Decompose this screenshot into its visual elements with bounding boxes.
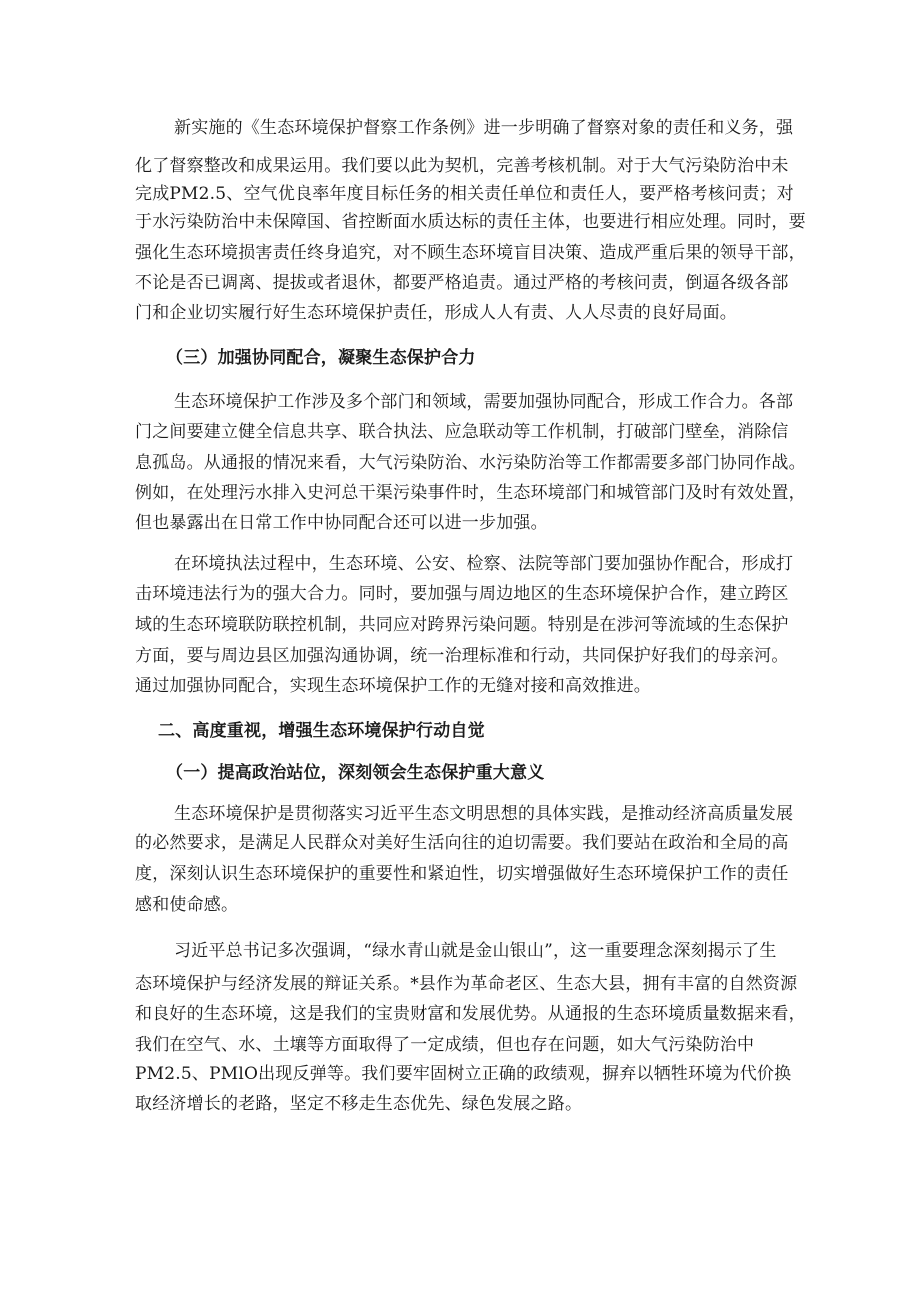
paragraph-line: 感和使命感。 [135, 895, 239, 915]
paragraph-line: 态环境保护与经济发展的辩证关系。*县作为革命老区、生态大县，拥有丰富的自然资源 [135, 974, 798, 994]
paragraph-line: 在环境执法过程中，生态环境、公安、检察、法院等部门要加强协作配合，形成打 [174, 554, 794, 574]
paragraph-line: 和良好的生态环境，这是我们的宝贵财富和发展优势。从通报的生态环境质量数据来看， [135, 1004, 806, 1024]
paragraph-line: 于水污染防治中未保障国、省控断面水质达标的责任主体，也要进行相应处理。同时，要 [135, 212, 806, 232]
paragraph-line: 强化生态环境损害责任终身追究，对不顾生态环境盲目决策、造成严重后果的领导干部， [135, 243, 806, 263]
paragraph-line: 化了督察整改和成果运用。我们要以此为契机，完善考核机制。对于大气污染防治中未 [135, 156, 789, 176]
paragraph-line: 度，深刻认识生态环境保护的重要性和紧迫性，切实增强做好生态环境保护工作的责任 [135, 864, 789, 884]
paragraph-line: 生态环境保护工作涉及多个部门和领域，需要加强协同配合，形成工作合力。各部 [174, 392, 794, 412]
paragraph-line: 方面，要与周边县区加强沟通协调，统一治理标准和行动，共同保护好我们的母亲河。 [135, 646, 789, 666]
paragraph-line: 不论是否已调离、提拔或者退休，都要严格追责。通过严格的考核问责，倒逼各级各部 [135, 273, 789, 293]
paragraph-line: 通过加强协同配合，实现生态环境保护工作的无缝对接和高效推进。 [135, 676, 651, 696]
paragraph-line: 例如，在处理污水排入史河总干渠污染事件时，生态环境部门和城管部门及时有效处置， [135, 483, 806, 503]
paragraph-line: 门和企业切实履行好生态环境保护责任，形成人人有责、人人尽责的良好局面。 [135, 303, 737, 323]
paragraph-line: 生态环境保护是贯彻落实习近平生态文明思想的具体实践，是推动经济高质量发展 [174, 804, 794, 824]
paragraph-line: PM2.5、PMlO出现反弹等。我们要牢固树立正确的政绩观，摒弃以牺牲环境为代价换 [135, 1064, 792, 1084]
paragraph-line: 我们在空气、水、土壤等方面取得了一定成绩，但也存在问题，如大气污染防治中 [135, 1035, 755, 1055]
section-heading: （一）提高政治站位，深刻领会生态保护重大意义 [166, 763, 545, 783]
paragraph-line: 息孤岛。从通报的情况来看，大气污染防治、水污染防治等工作都需要多部门协同作战。 [135, 453, 806, 473]
section-heading: （三）加强协同配合，凝聚生态保护合力 [166, 348, 476, 368]
paragraph-line: 门之间要建立健全信息共享、联合执法、应急联动等工作机制，打破部门壁垒，消除信 [135, 422, 789, 442]
paragraph-line: 域的生态环境联防联控机制，共同应对跨界污染问题。特别是在涉河等流域的生态保护 [135, 615, 789, 635]
paragraph-line: 新实施的《生态环境保护督察工作条例》进一步明确了督察对象的责任和义务，强 [174, 118, 794, 138]
paragraph-line: 习近平总书记多次强调，“绿水青山就是金山银山”，这一重要理念深刻揭示了生 [174, 941, 777, 961]
paragraph-line: 完成PM2.5、空气优良率年度目标任务的相关责任单位和责任人，要严格考核问责；对 [135, 184, 794, 204]
paragraph-line: 取经济增长的老路，坚定不移走生态优先、绿色发展之路。 [135, 1094, 583, 1114]
paragraph-line: 的必然要求，是满足人民群众对美好生活向往的迫切需要。我们要站在政治和全局的高 [135, 833, 789, 853]
paragraph-line: 但也暴露出在日常工作中协同配合还可以进一步加强。 [135, 513, 548, 533]
paragraph-line: 击环境违法行为的强大合力。同时，要加强与周边地区的生态环境保护合作，建立跨区 [135, 584, 789, 604]
chapter-heading: 二、高度重视，增强生态环境保护行动自觉 [158, 721, 485, 741]
